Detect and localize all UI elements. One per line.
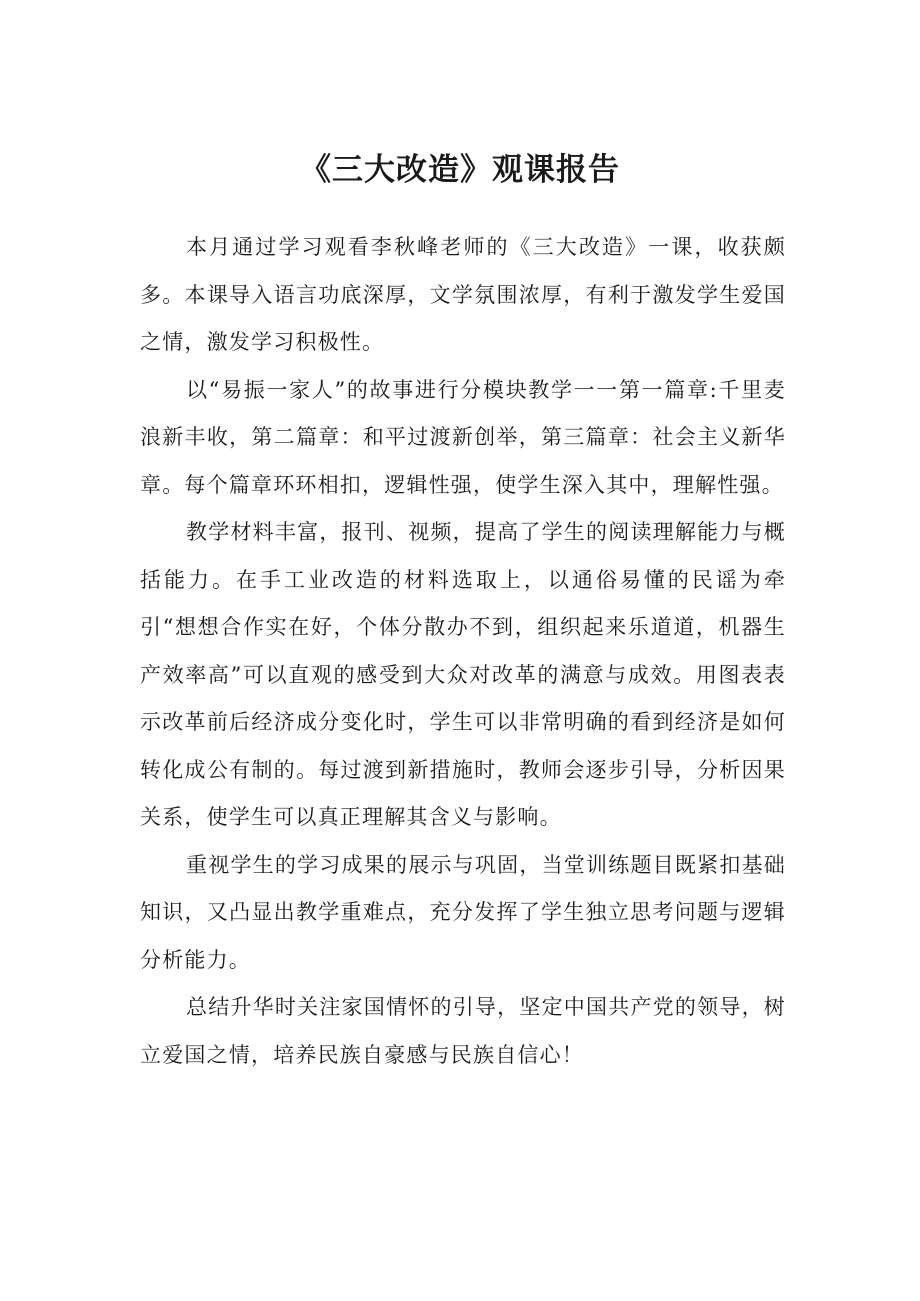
paragraph-structure: 以“易振一家人”的故事进行分模块教学一一第一篇章:千里麦浪新丰收，第二篇章：和平过渡新创举，第三篇章：社会主义新华章。每个篇章环环相扣，逻辑性强，使学生深入其中，理解性强。 [140, 377, 786, 497]
paragraph-intro: 本月通过学习观看李秋峰老师的《三大改造》一课，收获颇多。本课导入语言功底深厚，文学氛围浓厚，有利于激发学生爱国之情，激发学习积极性。 [140, 235, 786, 354]
document-body [140, 224, 786, 1079]
paragraph-materials: 教学材料丰富，报刊、视频，提高了学生的阅读理解能力与概括能力。在手工业改造的材料选取上，以通俗易懂的民谣为牵引“想想合作实在好，个体分散办不到，组织起来乐道道，机器生产效率高”可以直观的感受到大众对改革的满意与成效。用图表表示改革前后经济成分变化时，学生可以非常明确的看到经济是如何转化成公有制的。每过渡到新措施时，教师会逐步引导，分析因果关系，使学生可以真正理解其含义与影响。 [140, 520, 786, 829]
paragraph-summary: 总结升华时关注家国情怀的引导，坚定中国共产党的领导，树立爱国之情，培养民族自豪感与民族自信心！ [140, 995, 786, 1067]
paragraph-consolidation: 重视学生的学习成果的展示与巩固，当堂训练题目既紧扣基础知识，又凸显出教学重难点，充分发挥了学生独立思考问题与逻辑分析能力。 [140, 852, 786, 972]
document-title: 《三大改造》观课报告 [300, 152, 620, 188]
